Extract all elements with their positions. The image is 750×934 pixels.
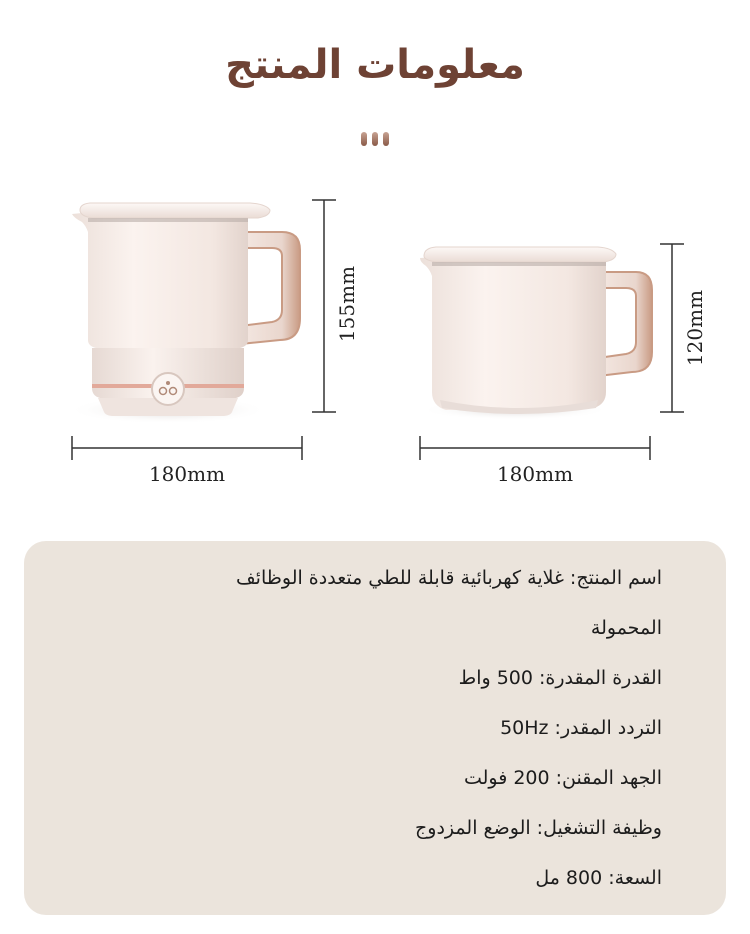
page-title: معلومات المنتج [225,42,525,88]
large-kettle [68,203,300,424]
product-specs-card [24,541,726,915]
spec-rated-frequency: التردد المقدر: 50Hz [500,717,662,739]
small-kettle-width-label: 180mm [496,462,574,486]
large-kettle-width-label: 180mm [148,462,226,486]
spec-product-name-continued: المحمولة [590,617,662,639]
spec-product-name: اسم المنتج: غلاية كهربائية قابلة للطي متعددة الوظائف [236,567,662,589]
spec-rated-power: القدرة المقدرة: 500 واط [458,667,662,689]
spec-operating-function: وظيفة التشغيل: الوضع المزدوج [415,817,662,839]
large-kettle-height-label: 155mm [335,265,359,343]
small-kettle [420,247,652,420]
spec-capacity: السعة: 800 مل [535,867,662,889]
spec-rated-voltage: الجهد المقنن: 200 فولت [463,767,662,789]
small-kettle-height-label: 120mm [683,289,707,367]
